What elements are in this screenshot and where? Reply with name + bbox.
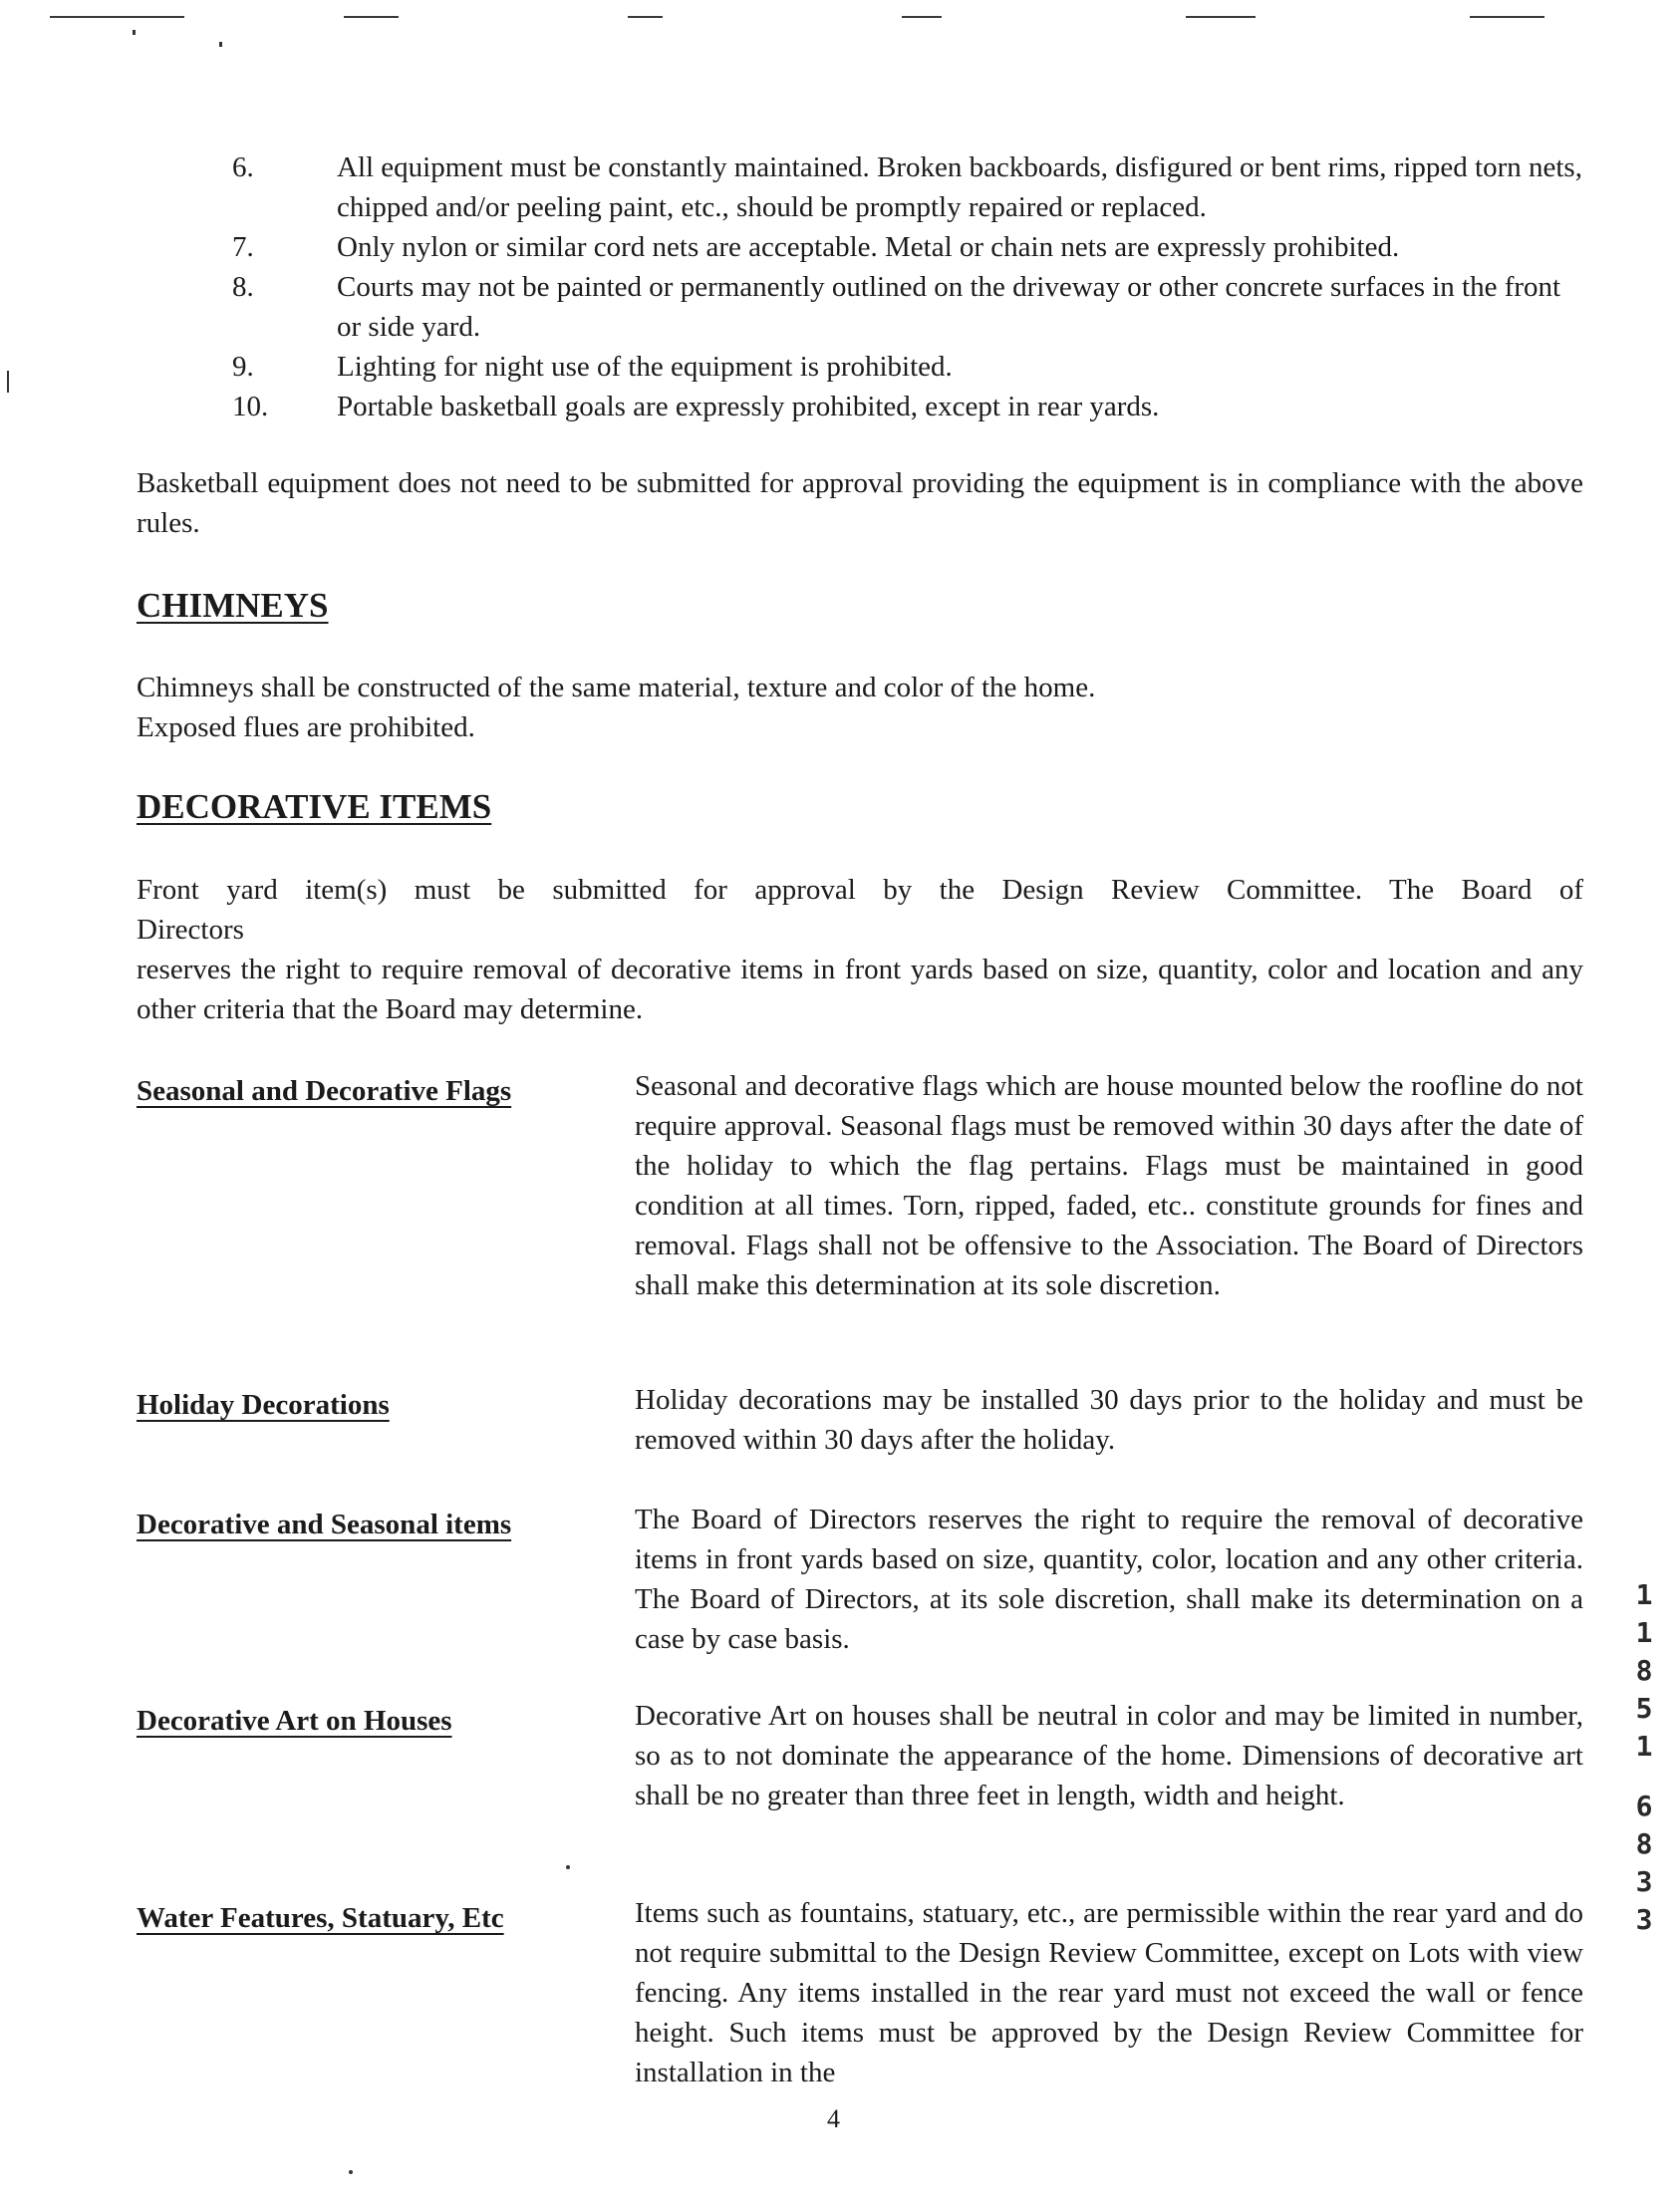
stamp-digit: 3 [1635,1903,1653,1936]
scan-line [628,16,663,18]
list-text: Only nylon or similar cord nets are acceptable. Metal or chain nets are expressly prohibited. [337,231,1400,263]
definition-holiday-decorations: Holiday decorations may be installed 30 days prior to the holiday and must be removed within 30 days after the holiday. [635,1384,1583,1456]
chimneys-line: Chimneys shall be constructed of the same material, texture and color of the home. [137,672,1096,703]
intro-line: reserves the right to require removal of decorative items in front yards based on size, quantity, color and location and any other criteria that the Board may determine. [137,954,1583,1025]
list-number: 10. [232,391,269,422]
scan-speck [566,1865,570,1869]
scan-speck [219,42,222,47]
definition-water-features: Items such as fountains, statuary, etc., are permissible within the rear yard and do not require submittal to the Design Review Committee, except on Lots with view fencing. Any items installed in the rear yard must not exceed the wall or fence height. Such items must be approved by the Design Review Committee for installation in the [635,1897,1583,2088]
decorative-items-heading: DECORATIVE ITEMS [137,787,492,826]
scan-speck [349,2170,353,2174]
scan-line [902,16,942,18]
list-text: Lighting for night use of the equipment is prohibited. [337,351,953,383]
stamp-digit: 3 [1635,1865,1653,1898]
scan-line [344,16,399,18]
term-decorative-art: Decorative Art on Houses [137,1705,452,1737]
chimneys-heading: CHIMNEYS [137,586,329,625]
term-water-features: Water Features, Statuary, Etc [137,1902,504,1934]
list-text: All equipment must be constantly maintained. Broken backboards, disfigured or bent rims, ripped torn nets, chipped and/or peeling paint, etc., should be promptly repaired or replaced. [337,151,1582,223]
scan-line [1186,16,1256,18]
scan-line [50,16,184,18]
term-decorative-seasonal-items: Decorative and Seasonal items [137,1509,512,1540]
list-text: Portable basketball goals are expressly prohibited, except in rear yards. [337,391,1160,422]
chimneys-line: Exposed flues are prohibited. [137,711,475,743]
list-number: 6. [232,151,254,183]
definition-decorative-art: Decorative Art on houses shall be neutral in color and may be limited in number, so as to not dominate the appearance of the home. Dimensions of decorative art shall be no greater than three feet in length, width and height. [635,1700,1583,1811]
list-number: 9. [232,351,254,383]
scan-speck [7,371,9,393]
document-number-stamp [1624,1576,1664,1939]
page-number: 4 [827,2104,840,2133]
intro-line: Directors [137,914,244,946]
definition-decorative-seasonal-items: The Board of Directors reserves the right to require the removal of decorative items in front yards based on size, quantity, color, location and any other criteria. The Board of Directors, at its sole discretion, shall make its determination on a case by case basis. [635,1504,1583,1655]
stamp-digit: 1 [1635,1730,1653,1763]
list-text: Courts may not be painted or permanently outlined on the driveway or other concrete surfaces in the front or side yard. [337,271,1561,343]
definition-seasonal-flags: Seasonal and decorative flags which are house mounted below the roofline do not require approval. Seasonal flags must be removed within 30 days after the date of the holiday to which the flag pertains. Flags must be maintained in good condition at all times. Torn, ripped, faded, etc.. constitute grounds for fines and removal. Flags shall not be offensive to the Association. The Board of Directors shall make this determination at its sole discretion. [635,1070,1583,1301]
scan-line [1470,16,1544,18]
stamp-digit: 8 [1635,1654,1653,1687]
stamp-digit: 1 [1635,1616,1653,1649]
list-number: 7. [232,231,254,263]
scan-speck [133,30,136,35]
stamp-digit: 1 [1635,1578,1653,1611]
stamp-digit: 8 [1635,1827,1653,1860]
basketball-note: Basketball equipment does not need to be submitted for approval providing the equipment is in compliance with the above rules. [137,467,1583,539]
chimneys-text [137,668,1583,747]
term-seasonal-flags: Seasonal and Decorative Flags [137,1075,512,1107]
stamp-digit: 6 [1635,1790,1653,1822]
intro-line: Front yard item(s) must be submitted for approval by the Design Review Committee. The Board of [137,874,1583,906]
term-holiday-decorations: Holiday Decorations [137,1389,390,1421]
stamp-digit: 5 [1635,1692,1653,1725]
list-number: 8. [232,271,254,303]
decorative-intro [137,870,1583,1029]
